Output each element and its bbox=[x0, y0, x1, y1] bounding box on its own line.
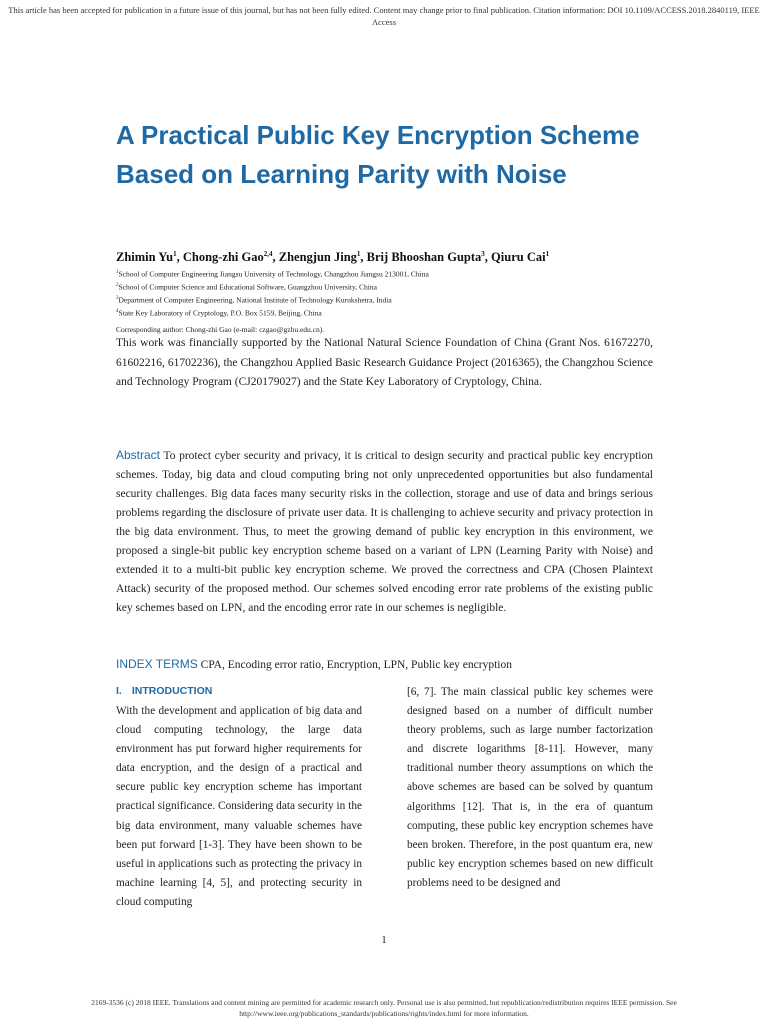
body-column-right: [6, 7]. The main classical public key schemes were designed based on a number of difficult number theory problems, such as large number factorization and discrete logarithms [8-11]. However, many traditional number theory assumptions on which the above schemes are based can be solved by quantum algorithms [12]. That is, in the era of quantum computing, these public key encryption schemes have been broken. Therefore, in the post quantum era, new public key encryption schemes based on new difficult problems need to be designed and bbox=[407, 686, 653, 889]
index-terms-label: INDEX TERMS bbox=[116, 657, 198, 671]
abstract-text: To protect cyber security and privacy, it is critical to design security and practical public key encryption schemes. Today, big data and cloud computing bring not only unprecedented opportunities but also fundamental security challenges. Big data faces many security risks in the collection, storage and use of data and brings serious problems regarding the disclosure of private user data. It is challenging to achieve security and privacy protection in the big data environment. Thus, to meet the growing demand of public key encryption in this environment, we proposed a single-bit public key encryption scheme based on a variant of LPN (Learning Parity with Noise) and extended it to a multi-bit public key encryption scheme. We proved the correctness and CPA (Chosen Plaintext Attack) security of the proposed method. Our schemes solved encoding error rate problems of the existing public key schemes based on LPN, and the encoding error rate in our schemes is negligible. bbox=[116, 450, 653, 614]
author-name: Zhengjun Jing bbox=[278, 250, 357, 265]
author-affil-marker: 3 bbox=[481, 250, 485, 258]
body-column-left: With the development and application of big data and cloud computing technology, the large data environment has put forward higher requirements for data encryption, and the design of a practical and secure public key encryption scheme has important practical significance. Considering data security in the big data environment, many valuable schemes have been put forward [1-3]. They have been shown to be useful in applications such as protecting the privacy in machine learning [4, 5], and protecting security in cloud computing bbox=[116, 705, 362, 908]
author-affil-marker: 1 bbox=[173, 250, 177, 258]
author-list: Zhimin Yu$^1$, Chong-zhi Gao$^{2,4}$, Zhengjun Jing$^1$, Brij Bhooshan Gupta$^3$, Qiuru Cai$^1$ bbox=[116, 250, 550, 265]
affiliations bbox=[116, 267, 676, 336]
rights-link[interactable]: http://www.ieee.org/publications_standards/publications/rights/index.html for more information. bbox=[239, 1009, 529, 1018]
acceptance-notice-line2: Access bbox=[371, 17, 397, 27]
section-title: INTRODUCTION bbox=[131, 685, 213, 697]
author-affil-marker: 1 bbox=[545, 250, 550, 258]
corresponding-author: Corresponding author: Chong-zhi Gao (e-mail: czgao@gzhu.edu.cn). bbox=[116, 325, 325, 334]
affiliation: $^2$School of Computer Science and Educational Software, Guangzhou University, China bbox=[116, 282, 377, 292]
page-number: 1 bbox=[381, 934, 387, 946]
copyright-line: 2169-3536 (c) 2018 IEEE. Translations and content mining are permitted for academic research only. Personal use is also permitted, but republication/redistribution requires IEEE permission. See bbox=[91, 998, 677, 1007]
author-name: Qiuru Cai bbox=[491, 250, 546, 265]
author-name: Zhimin Yu bbox=[116, 250, 174, 265]
author-name: Brij Bhooshan Gupta bbox=[366, 250, 482, 265]
affiliation: $^3$Department of Computer Engineering, National Institute of Technology Kurukshetra, India bbox=[116, 295, 392, 305]
acceptance-notice-line1: This article has been accepted for publication in a future issue of this journal, but has not been fully edited. Content may change prior to final publication. Citation information: DOI 10.1109/ACCESS.2018.2840119, IEEE bbox=[8, 5, 760, 15]
affiliation: $^4$State Key Laboratory of Cryptology, P.O. Box 5159, Beijing, China bbox=[116, 308, 322, 318]
section-number: I. bbox=[116, 685, 122, 697]
copyright-footer bbox=[0, 997, 768, 1019]
index-terms bbox=[116, 657, 676, 671]
author-affil-marker: 2,4 bbox=[263, 250, 273, 258]
affiliation: $^1$School of Computer Engineering Jiangsu University of Technology, Changzhou Jiangsu 213001, China bbox=[116, 269, 429, 279]
paper-title: A Practical Public Key Encryption Scheme Based on Learning Parity with Noise bbox=[116, 120, 640, 189]
funding-statement: This work was financially supported by the National Natural Science Foundation of China (Grant Nos. 61672270, 61602216, 61702236), the Changzhou Applied Basic Research Guidance Project (2016365), the Changzhou Science and Technology Program (CJ20179027) and the State Key Laboratory of Cryptology, China. bbox=[116, 337, 653, 388]
author-name: Chong-zhi Gao bbox=[182, 250, 264, 265]
section-heading bbox=[116, 685, 212, 697]
abstract bbox=[116, 446, 653, 618]
author-affil-marker: 1 bbox=[356, 250, 361, 258]
index-terms-text: CPA, Encoding error ratio, Encryption, LPN, Public key encryption bbox=[200, 659, 512, 671]
acceptance-notice bbox=[0, 4, 768, 28]
abstract-label: Abstract bbox=[116, 448, 161, 462]
